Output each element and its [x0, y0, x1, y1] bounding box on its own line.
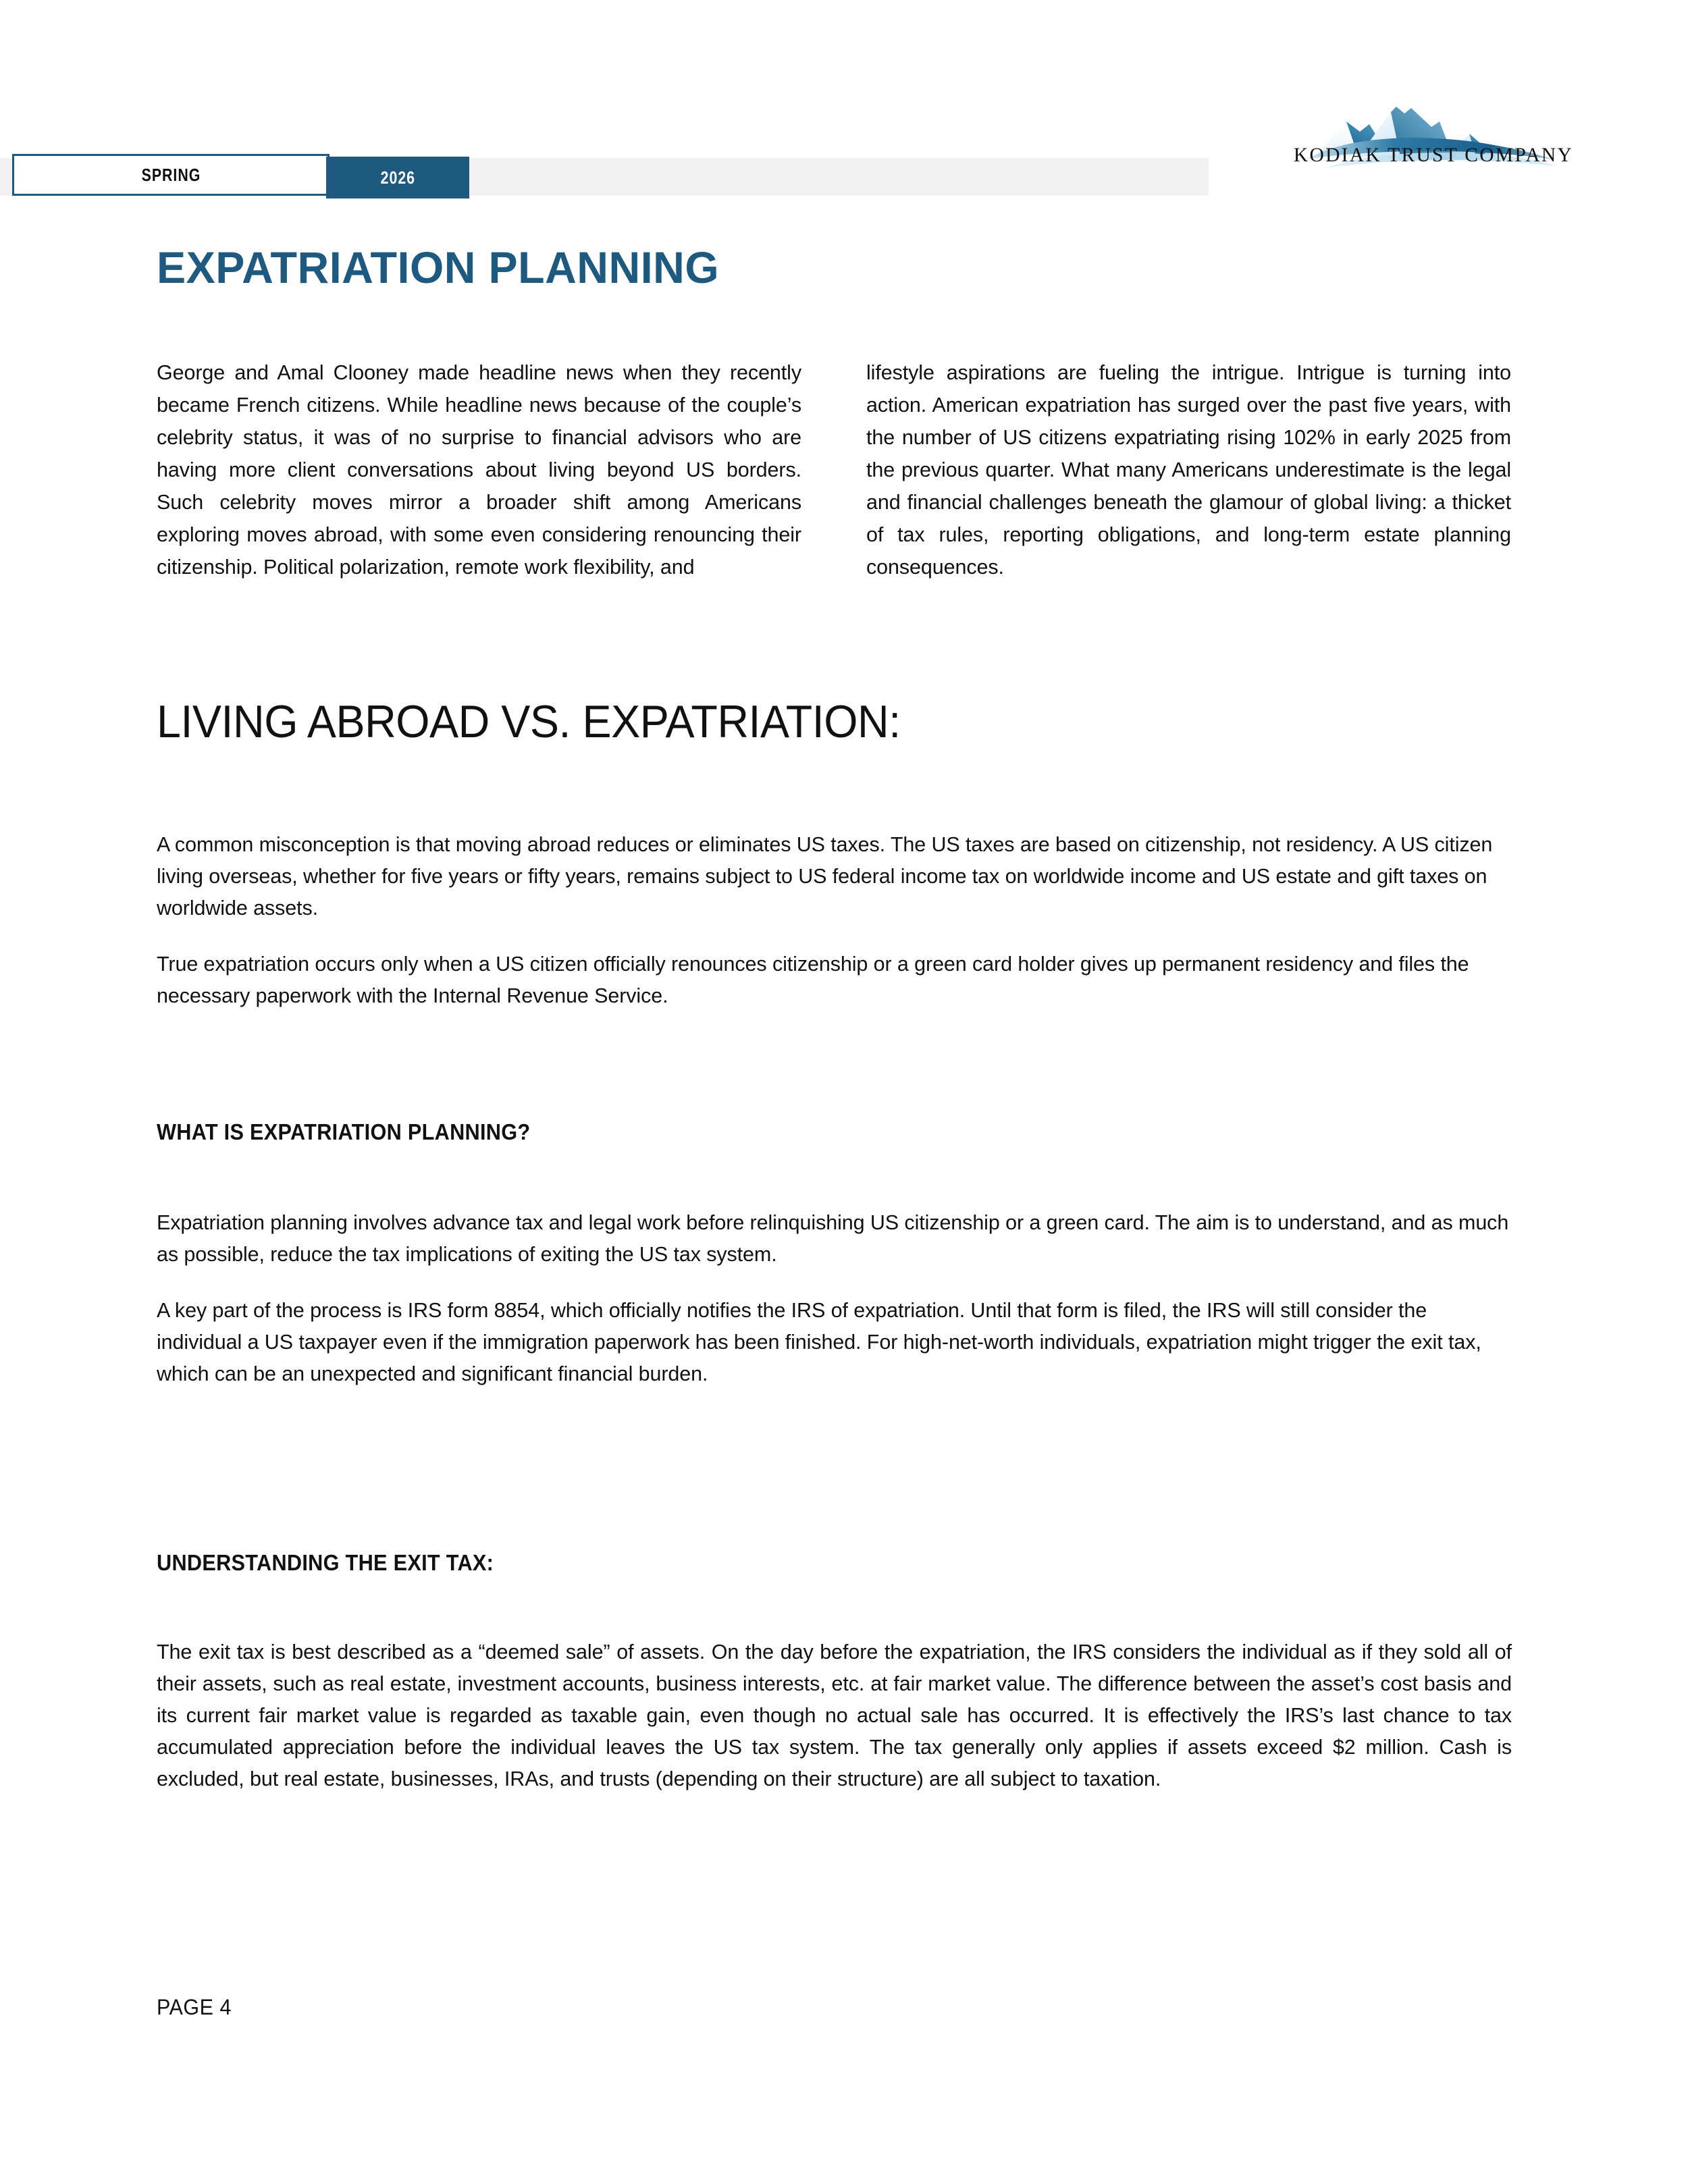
section-heading-what-is-expatriation-planning: WHAT IS EXPATRIATION PLANNING?	[157, 1119, 531, 1144]
paragraph: The exit tax is best described as a “deemed sale” of assets. On the day before the expatriation, the IRS considers the individual as if they sold all of their assets, such as real estate, investment accounts, business interests, etc. at fair market value. The difference between the asset’s cost basis and its current fair market value is regarded as taxable gain, even though no actual sale has occurred. It is effectively the IRS’s last chance to tax accumulated appreciation before the individual leaves the US tax system. The tax generally only applies if assets exceed $2 million. Cash is excluded, but real estate, businesses, IRAs, and trusts (depending on their structure) are all subject to taxation.	[157, 1641, 1512, 1790]
masthead-season-label: SPRING	[141, 164, 201, 185]
section-body-living-abroad	[157, 829, 1512, 1012]
masthead-year-label: 2026	[380, 167, 415, 188]
masthead-year-box	[326, 157, 469, 198]
intro-column-left: George and Amal Clooney made headline news when they recently became French citizens. While headline news because of the couple’s celebrity status, it was of no surprise to financial advisors who are having more client conversations about living beyond US borders. Such celebrity moves mirror a broader shift among Americans exploring moves abroad, with some even considering renouncing their citizenship. Political polarization, remote work flexibility, and	[157, 361, 801, 579]
article-title: EXPATRIATION PLANNING	[157, 242, 720, 292]
section-heading-understanding-the-exit-tax: UNDERSTANDING THE EXIT TAX:	[157, 1550, 494, 1575]
intro-column-right: lifestyle aspirations are fueling the intrigue. Intrigue is turning into action. American expatriation has surged over the past five years, with the number of US citizens expatriating rising 102% in early 2025 from the previous quarter. What many Americans underestimate is the legal and financial challenges beneath the glamour of global living: a thicket of tax rules, reporting obligations, and long-term estate planning consequences.	[866, 361, 1511, 579]
company-logo	[1288, 95, 1579, 192]
paragraph: A common misconception is that moving abroad reduces or eliminates US taxes. The US taxes are based on citizenship, not residency. A US citizen living overseas, whether for five years or fifty years, remains subject to US federal income tax on worldwide income and US estate and gift taxes on worldwide assets.	[157, 833, 1493, 920]
paragraph: Expatriation planning involves advance tax and legal work before relinquishing US citizenship or a green card. The aim is to understand, and as much as possible, reduce the tax implications of exiting the US tax system.	[157, 1211, 1509, 1266]
section-heading-living-abroad: LIVING ABROAD VS. EXPATRIATION:	[157, 696, 901, 747]
paragraph: A key part of the process is IRS form 8854, which officially notifies the IRS of expatriation. Until that form is filed, the IRS will still consider the individual a US taxpayer even if the immigration paperwork has been finished. For high-net-worth individuals, expatriation might trigger the exit tax, which can be an unexpected and significant financial burden.	[157, 1299, 1481, 1385]
company-name: KODIAK TRUST COMPANY	[1293, 144, 1574, 166]
page-number: PAGE 4	[157, 1995, 232, 2019]
masthead	[0, 154, 1209, 196]
masthead-season-box	[12, 154, 329, 196]
section-body-what-is-expatriation-planning	[157, 1207, 1512, 1390]
paragraph: True expatriation occurs only when a US citizen officially renounces citizenship or a green card holder gives up permanent residency and files the necessary paperwork with the Internal Revenue Service.	[157, 953, 1469, 1007]
section-body-understanding-the-exit-tax	[157, 1636, 1512, 1795]
